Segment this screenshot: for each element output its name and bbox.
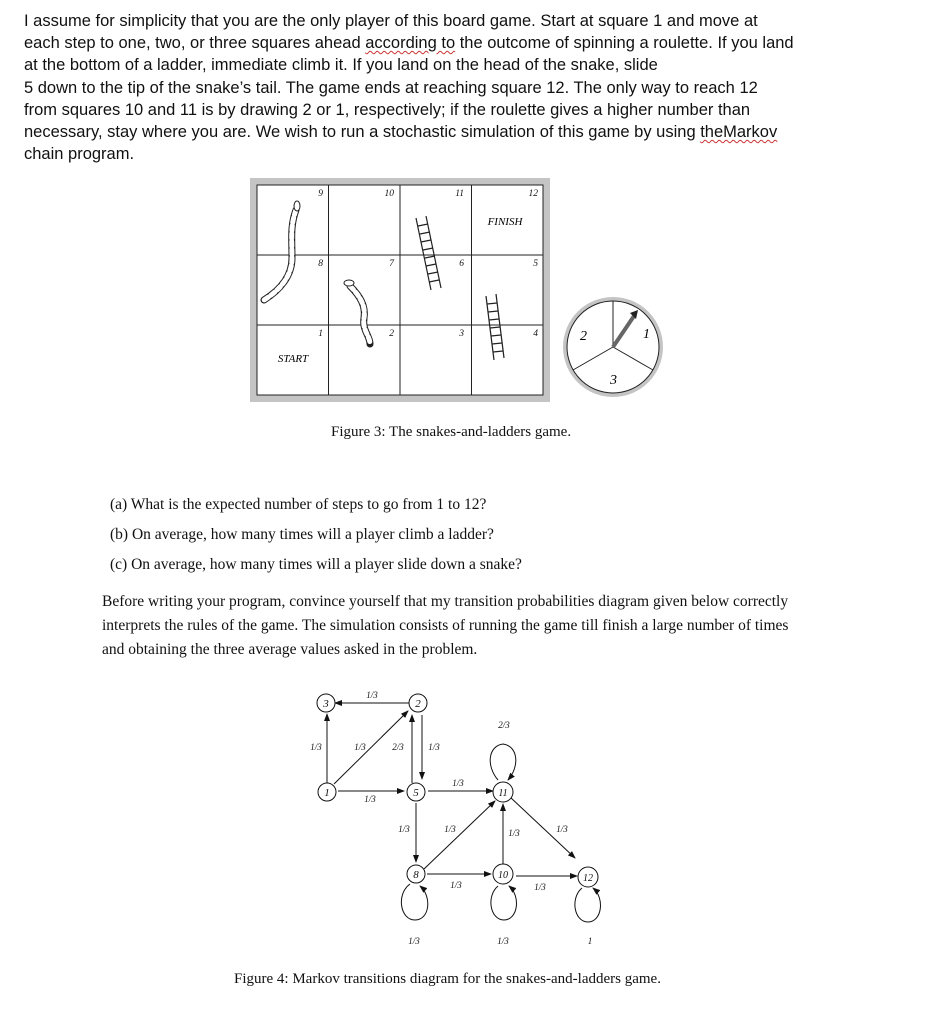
label-8-11: 1/3 [444,824,456,834]
board-figure [250,178,680,404]
label-12-12: 1 [587,936,593,946]
cell-number-11: 11 [455,189,464,199]
cell-number-10: 10 [384,189,394,199]
markov-diagram [300,680,620,960]
start-label: START [277,353,309,365]
intro-text: the outcome of spinning a roulette. If you land [455,34,794,53]
label-5-2: 2/3 [392,742,404,752]
label-10-11: 1/3 [508,828,520,838]
intro-line [24,121,924,143]
label-1-5: 1/3 [364,794,376,804]
node-1-label: 1 [324,787,330,799]
label-1-3: 1/3 [310,742,322,752]
question-a: (a) What is the expected number of steps to go from 1 to 12? [110,496,487,513]
node-3-label: 3 [323,698,329,710]
label-10-10: 1/3 [497,936,509,946]
cell-number-6: 6 [459,259,464,269]
label-2-5: 1/3 [428,742,440,752]
roulette-number-2: 2 [580,329,587,344]
question-b: (b) On average, how many times will a player climb a ladder? [110,526,494,543]
finish-label: FINISH [487,216,523,228]
cell-number-7: 7 [389,259,394,269]
node-12-label: 12 [583,873,593,884]
edge-10-10 [491,886,517,920]
roulette-number-1: 1 [643,327,650,342]
intro-line: chain program. [24,145,135,164]
node-5-label: 5 [413,787,419,799]
edge-8-8 [401,884,427,920]
edge-8-11 [424,801,495,869]
intro-text: necessary, stay where you are. We wish to run a stochastic simulation of this game by using [24,123,701,142]
label-11-11: 2/3 [498,720,510,730]
cell-number-5: 5 [533,259,538,269]
label-11-12: 1/3 [556,824,568,834]
cell-number-1: 1 [318,329,323,339]
figure3-caption: Figure 3: The snakes-and-ladders game. [331,424,572,440]
paragraph-line: Before writing your program, convince yourself that my transition probabilities diagram given below correctly [102,593,789,610]
cell-number-12: 12 [528,189,538,199]
intro-line: I assume for simplicity that you are the only player of this board game. Start at square 1 and move at [24,12,758,30]
edge-11-11 [490,744,516,780]
label-8-10: 1/3 [450,880,462,890]
figure4-caption: Figure 4: Markov transitions diagram for the snakes-and-ladders game. [234,971,661,987]
edge-12-12 [575,888,601,922]
node-8-label: 8 [413,869,419,881]
intro-paragraph [24,10,924,165]
intro-line [24,32,924,54]
question-c: (c) On average, how many times will a player slide down a snake? [110,556,522,573]
cell-number-4: 4 [533,329,538,339]
cell-number-8: 8 [318,259,323,269]
label-5-8: 1/3 [398,824,410,834]
label-5-11: 1/3 [452,778,464,788]
intro-text: each step to one, two, or three squares ahead [24,34,366,53]
cell-number-3: 3 [459,329,464,339]
intro-line: at the bottom of a ladder, immediate climb it. If you land on the head of the snake, slide [24,56,658,75]
cell-number-9: 9 [318,189,323,199]
label-10-12: 1/3 [534,882,546,892]
label-2-3: 1/3 [366,690,378,700]
cell-number-2: 2 [389,329,394,339]
roulette-spinner [563,297,663,397]
spelling-flagged-text: theMarkov [700,123,778,142]
intro-line: 5 down to the tip of the snake’s tail. The game ends at reaching square 12. The only way to reach 12 [24,78,758,97]
questions-list [110,490,522,580]
label-8-8: 1/3 [408,936,420,946]
spelling-flagged-text: according to [365,34,456,53]
roulette-number-3: 3 [610,373,617,388]
instructions-paragraph [102,590,788,662]
paragraph-line: and obtaining the three average values asked in the problem. [102,641,478,658]
node-11-label: 11 [498,788,508,799]
node-2-label: 2 [415,698,421,710]
intro-line: from squares 10 and 11 is by drawing 2 or 1, respectively; if the roulette gives a higher number than [24,100,751,119]
label-1-2: 1/3 [354,742,366,752]
node-10-label: 10 [498,870,508,881]
paragraph-line: interprets the rules of the game. The simulation consists of running the game till finish a large number of times [102,617,789,634]
